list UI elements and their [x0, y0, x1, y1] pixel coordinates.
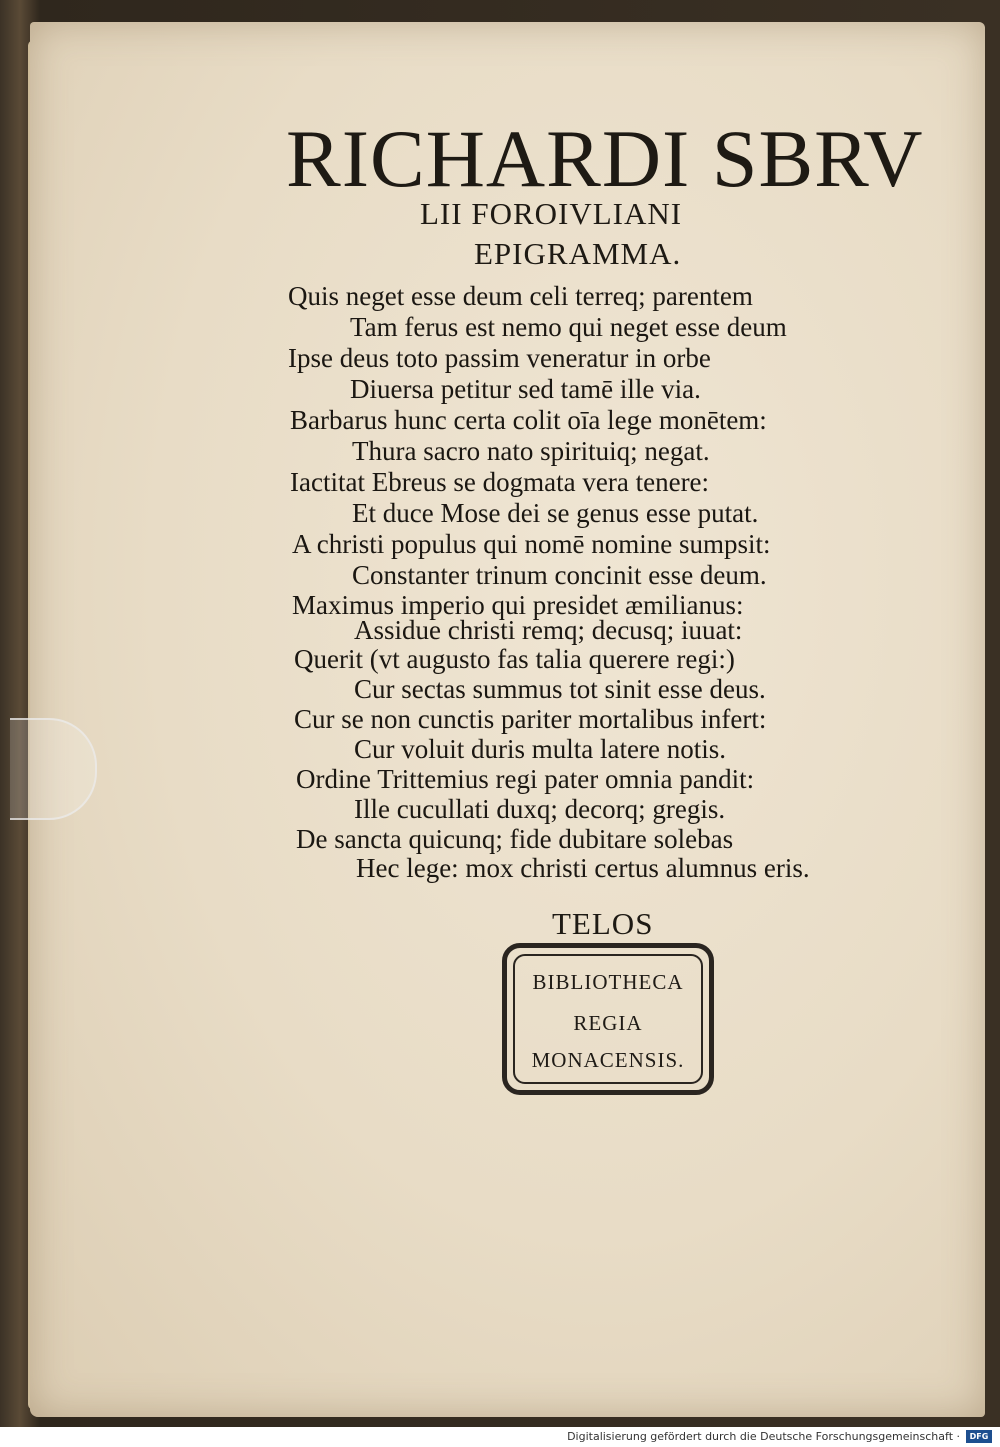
poem-line: Hec lege: mox christi certus alumnus eris. [356, 853, 810, 883]
stamp-line: BIBLIOTHECA [532, 970, 684, 994]
stamp-line: MONACENSIS. [531, 1048, 685, 1072]
page-clip [10, 718, 97, 820]
stamp-line: REGIA [573, 1011, 643, 1035]
poem-line: Cur se non cunctis pariter mortalibus infert: [294, 704, 767, 734]
poem-line: Maximus imperio qui presidet æmilianus: [292, 590, 744, 620]
poem-line: Diuersa petitur sed tamē ille via. [350, 374, 701, 404]
poem-line: A christi populus qui nomē nomine sumpsit: [292, 529, 771, 559]
end-mark: TELOS [552, 906, 654, 941]
document-subtitle: LII FOROIVLIANI [420, 196, 683, 231]
footer-credit: Digitalisierung gefördert durch die Deutsche Forschungsgemeinschaft · [567, 1430, 960, 1443]
poem-line: Ipse deus toto passim veneratur in orbe [288, 343, 711, 373]
poem-line: Cur sectas summus tot sinit esse deus. [354, 674, 766, 704]
poem-line: Cur voluit duris multa latere notis. [354, 734, 726, 764]
poem-line: Quis neget esse deum celi terreq; parentem [288, 281, 753, 311]
poem-line: De sancta quicunq; fide dubitare solebas [296, 824, 734, 854]
document-title: RICHARDI SBRV [286, 113, 924, 204]
poem-line: Barbarus hunc certa colit oīa lege monētem: [290, 405, 767, 435]
poem-line: Ordine Trittemius regi pater omnia pandit: [296, 764, 755, 794]
poem-line: Ille cucullati duxq; decorq; gregis. [354, 794, 726, 824]
dfg-logo-icon: DFG [966, 1430, 992, 1443]
document-heading: EPIGRAMMA. [474, 236, 682, 271]
poem-line: Et duce Mose dei se genus esse putat. [352, 498, 759, 528]
poem-line: Assidue christi remq; decusq; iuuat: [354, 615, 743, 645]
library-stamp [502, 943, 714, 1095]
poem-line: Iactitat Ebreus se dogmata vera tenere: [290, 467, 710, 497]
poem-line: Constanter trinum concinit esse deum. [352, 560, 767, 590]
poem-line: Tam ferus est nemo qui neget esse deum [350, 312, 787, 342]
footer-bar [0, 1427, 1000, 1447]
poem-line: Thura sacro nato spirituiq; negat. [352, 436, 710, 466]
poem-line: Querit (vt augusto fas talia querere regi:) [294, 644, 735, 674]
